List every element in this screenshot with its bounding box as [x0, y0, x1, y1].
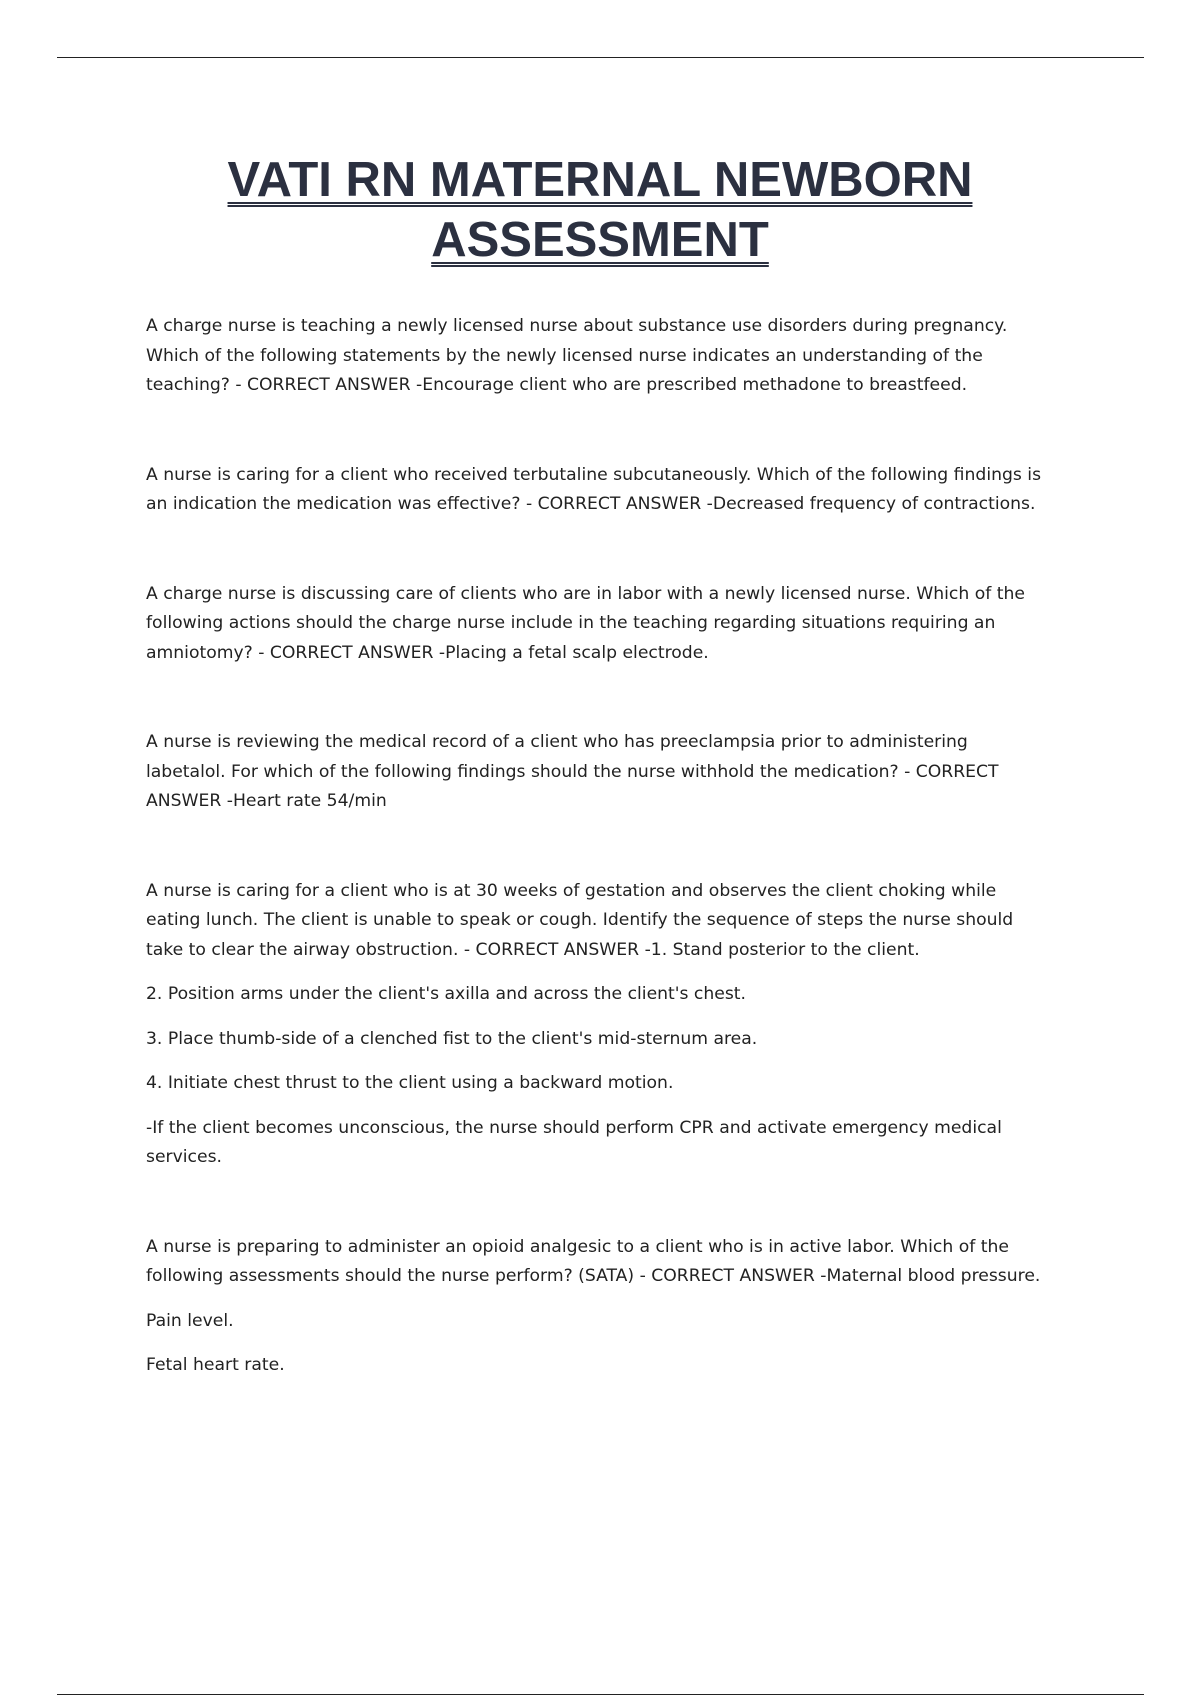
question-item [146, 1233, 1046, 1381]
question-text: A nurse is reviewing the medical record of a client who has preeclampsia prior to administering labetalol. For which of the following findings should the nurse withhold the medication? - CORRECT ANSWER -Heart rate 54/min [146, 732, 999, 811]
question-item [146, 728, 1046, 817]
answer-option: Fetal heart rate. [146, 1355, 285, 1375]
question-text: A nurse is preparing to administer an opioid analgesic to a client who is in active labor. Which of the following assessments should the nurse perform? (SATA) - CORRECT ANSWER -Maternal blood pressure. [146, 1236, 1041, 1286]
title-line-1: VATI RN MATERNAL NEWBORN [227, 153, 973, 207]
document-title [0, 150, 1200, 270]
question-item [146, 580, 1046, 669]
answer-note: -If the client becomes unconscious, the nurse should perform CPR and activate emergency medical services. [146, 1117, 1002, 1167]
spacer [146, 520, 1046, 580]
spacer [146, 401, 1046, 461]
bottom-rule [57, 1694, 1144, 1695]
question-list [146, 312, 1046, 1381]
question-item [146, 877, 1046, 1173]
top-rule [57, 57, 1144, 58]
question-text: A nurse is caring for a client who is at 30 weeks of gestation and observes the client choking while eating lunch. The client is unable to speak or cough. Identify the sequence of steps the nurse should take to clear the airway obstruction. - CORRECT ANSWER -1. Stand posterior to the client. [146, 880, 1014, 960]
spacer [146, 1173, 1046, 1233]
answer-step: 4. Initiate chest thrust to the client using a backward motion. [146, 1073, 674, 1093]
question-text: A charge nurse is discussing care of clients who are in labor with a newly licensed nurse. Which of the following actions should the charge nurse include in the teaching regarding situations requiring an amniotomy? - CORRECT ANSWER -Placing a fetal scalp electrode. [146, 583, 1025, 663]
spacer [146, 668, 1046, 728]
question-item [146, 312, 1046, 401]
title-line-2: ASSESSMENT [431, 213, 769, 267]
answer-step: 3. Place thumb-side of a clenched fist to the client's mid-sternum area. [146, 1028, 758, 1049]
question-item [146, 461, 1046, 520]
answer-step: 2. Position arms under the client's axilla and across the client's chest. [146, 984, 747, 1004]
spacer [146, 817, 1046, 877]
question-text: A charge nurse is teaching a newly licensed nurse about substance use disorders during pregnancy. Which of the following statements by the newly licensed nurse indicates an understanding of the teaching? - CORRECT ANSWER -Encourage client who are prescribed methadone to breastfeed. [146, 316, 1008, 395]
question-text: A nurse is caring for a client who received terbutaline subcutaneously. Which of the following findings is an indication the medication was effective? - CORRECT ANSWER -Decreased frequency of contractions. [146, 464, 1042, 514]
answer-option: Pain level. [146, 1310, 234, 1331]
